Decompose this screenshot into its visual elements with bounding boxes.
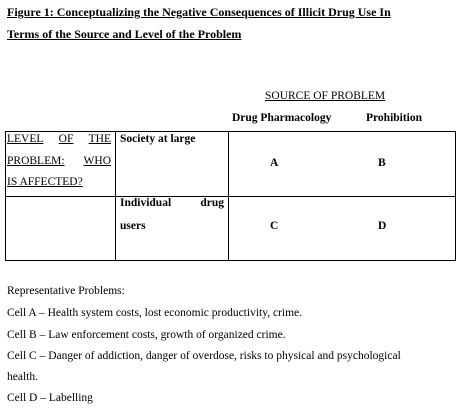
figure-title-line1 — [7, 5, 435, 20]
figure-title-text: Figure 1: Conceptualizing the Negative Consequences of Illicit Drug Use In — [7, 5, 391, 19]
representative-item-cell-d: Cell D – Labelling — [7, 392, 93, 404]
cell-c: C — [270, 220, 279, 232]
representative-item-cell-c: Cell C – Danger of addiction, danger of overdose, risks to physical and psychological — [7, 350, 401, 362]
representative-item-cell-a: Cell A – Health system costs, lost economic productivity, crime. — [7, 307, 303, 319]
level-heading-line3: IS AFFECTED? — [7, 176, 83, 188]
row-label-users: users — [120, 220, 146, 232]
figure-title-line2: Terms of the Source and Level of the Problem — [7, 27, 242, 41]
representative-problems-heading: Representative Problems: — [7, 285, 125, 297]
cell-a: A — [270, 157, 279, 169]
row-label-society-at-large: Society at large — [120, 133, 196, 145]
level-heading-line1: LEVEL OF THE — [7, 133, 111, 145]
col-header-prohibition: Prohibition — [366, 112, 423, 124]
representative-item-cell-c-cont: health. — [7, 371, 38, 383]
cell-d: D — [378, 220, 387, 232]
row-label-individual-drug: Individual drug — [120, 197, 224, 209]
source-of-problem-heading: SOURCE OF PROBLEM — [265, 90, 386, 102]
col-header-drug-pharmacology: Drug Pharmacology — [232, 112, 332, 124]
representative-item-cell-b: Cell B – Law enforcement costs, growth of organized crime. — [7, 329, 286, 341]
level-heading-line2: PROBLEM: WHO — [7, 155, 111, 167]
cell-b: B — [378, 157, 386, 169]
